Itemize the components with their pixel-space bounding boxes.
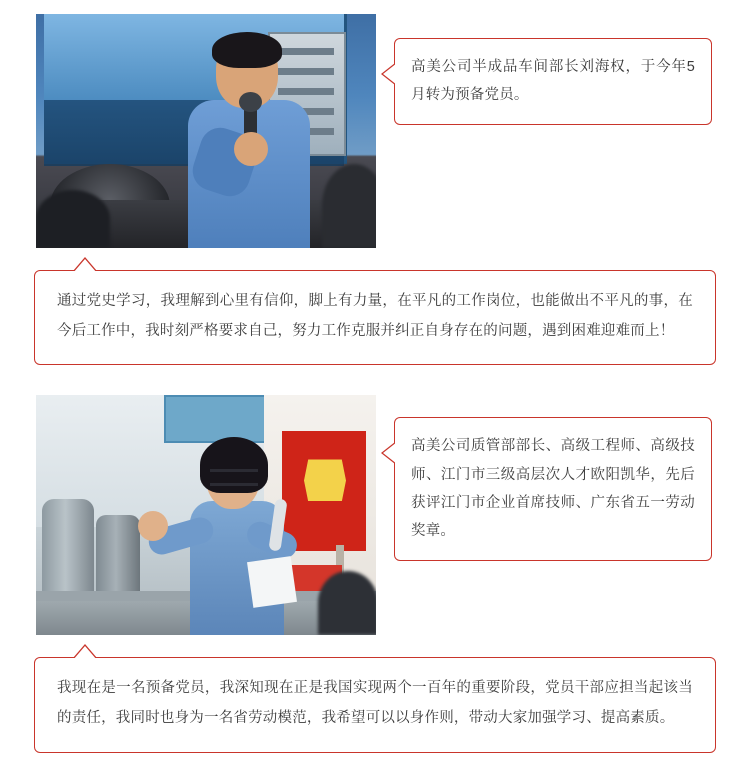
photo-callout-row-1 bbox=[0, 0, 750, 248]
quote-liu-haiquan bbox=[34, 270, 716, 365]
section-spacer bbox=[0, 365, 750, 381]
photo2-audience-right bbox=[318, 571, 376, 635]
quote-text: 我现在是一名预备党员，我深知现在正是我国实现两个一百年的重要阶段，党员干部应担当起该当的责任，我同时也身为一名省劳动模范，我希望可以以身作则，带动大家加强学习、提高素质。 bbox=[57, 680, 693, 727]
content-block-2 bbox=[0, 381, 750, 752]
photo1-audience-left bbox=[36, 190, 110, 248]
quote-ouyang-kaihua bbox=[34, 657, 716, 752]
photo-callout-row-2 bbox=[0, 381, 750, 635]
callout-ouyang-kaihua bbox=[394, 417, 712, 560]
photo2-speaker bbox=[154, 443, 304, 635]
photo2-speaker-glasses-icon bbox=[210, 469, 258, 486]
callout-text: 高美公司半成品车间部长刘海权，于今年5月转为预备党员。 bbox=[411, 59, 695, 104]
photo2-party-emblem-icon bbox=[304, 459, 346, 501]
photo-speaker-liu-haiquan bbox=[36, 14, 376, 248]
photo1-audience-right bbox=[322, 164, 376, 248]
callout-liu-haiquan bbox=[394, 38, 712, 125]
photo1-speaker-hand bbox=[234, 132, 268, 166]
photo2-paper-notes bbox=[247, 557, 297, 609]
callout-tail-fill-icon bbox=[383, 63, 397, 85]
callout-tail-fill-icon bbox=[383, 442, 397, 464]
photo1-speaker-hair bbox=[212, 32, 282, 68]
content-block-1 bbox=[0, 0, 750, 365]
callout-text: 高美公司质管部部长、高级工程师、高级技师、江门市三级高层次人才欧阳凯华，先后获评江门市企业首席技师、广东省五一劳动奖章。 bbox=[411, 438, 695, 540]
quote-text: 通过党史学习，我理解到心里有信仰，脚上有力量，在平凡的工作岗位，也能做出不平凡的事，在今后工作中，我时刻严格要求自己，努力工作克服并纠正自身存在的问题，遇到困难迎难而上！ bbox=[57, 293, 693, 339]
photo-speaker-ouyang-kaihua bbox=[36, 395, 376, 635]
photo1-microphone-head bbox=[239, 92, 262, 112]
photo1-speaker bbox=[186, 36, 312, 248]
quote-tail-fill-icon bbox=[73, 646, 97, 660]
quote-tail-fill-icon bbox=[73, 259, 97, 273]
